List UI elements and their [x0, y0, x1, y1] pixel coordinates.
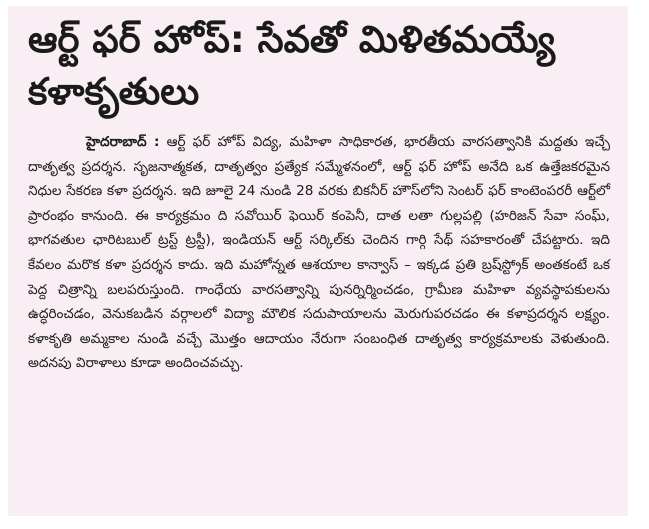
- headline: ఆర్ట్ ఫర్ హోప్: సేవతో మిళితమయ్యే కళాకృతులు: [28, 18, 556, 113]
- article-text: ఆర్ట్ ఫర్ హోప్ విద్య, మహిళా సాధికారత, భారతీయ వారసత్వానికి మద్దతు ఇచ్చే దాతృత్వ ప్రదర్శన. సృజనాత్మకత, దాతృత్వం ప్రత్యేక సమ్మేళనంలో, ఆర్ట్ ఫర్ హోప్ అనేది ఒక ఉత్తేజకరమైన నిధుల సేకరణ కళా ప్రదర్శన. ఇది జూలై 24 నుండి 28 వరకు బికనీర్ హౌస్‌లోని సెంటర్ ఫర్ కాంటెంపరరీ ఆర్ట్‌లో ప్రారంభం కానుంది. ఈ కార్యక్రమం ది సవోయిర్ ఫెయిర్ కంపెనీ, దాత లతా గుల్లపల్లి (హరిజన్ సేవా సంఘ్, భాగవతుల ఛారిటబుల్ ట్రస్ట్ ట్రస్టీ), ఇండియన్ ఆర్ట్ సర్కిల్‌కు చెందిన గార్గి సేథ్ సహకారంతో చేపట్టారు. ఇది కేవలం మరొక కళా ప్రదర్శన కాదు. ఇది మహోన్నత ఆశయాల కాన్వాస్ – ఇక్కడ ప్రతి బ్రష్‌స్ట్రోక్ అంతకంటే ఒక పెద్ద చిత్రాన్ని బలపరుస్తుంది. గాంధేయ వారసత్వాన్ని పునర్నిర్మించడం, గ్రామీణ మహిళా వ్యవస్థాపకులను ఉద్ధరించడం, వెనుకబడిన వర్గాలలో విద్యా మౌలిక సదుపాయాలను మెరుగుపరచడం ఈ కళాప్రదర్శన లక్ష్యం. కళాకృతి అమ్మకాల నుండి వచ్చే మొత్తం ఆదాయం నేరుగా సంబంధిత దాతృత్వ కార్యక్రమాలకు వెళుతుంది. అదనపు విరాళాలు కూడా అందించవచ్చు.: [28, 134, 610, 372]
- dateline: హైదరాబాద్ :: [86, 134, 160, 150]
- news-clipping: [8, 6, 628, 516]
- article-body: [28, 130, 610, 376]
